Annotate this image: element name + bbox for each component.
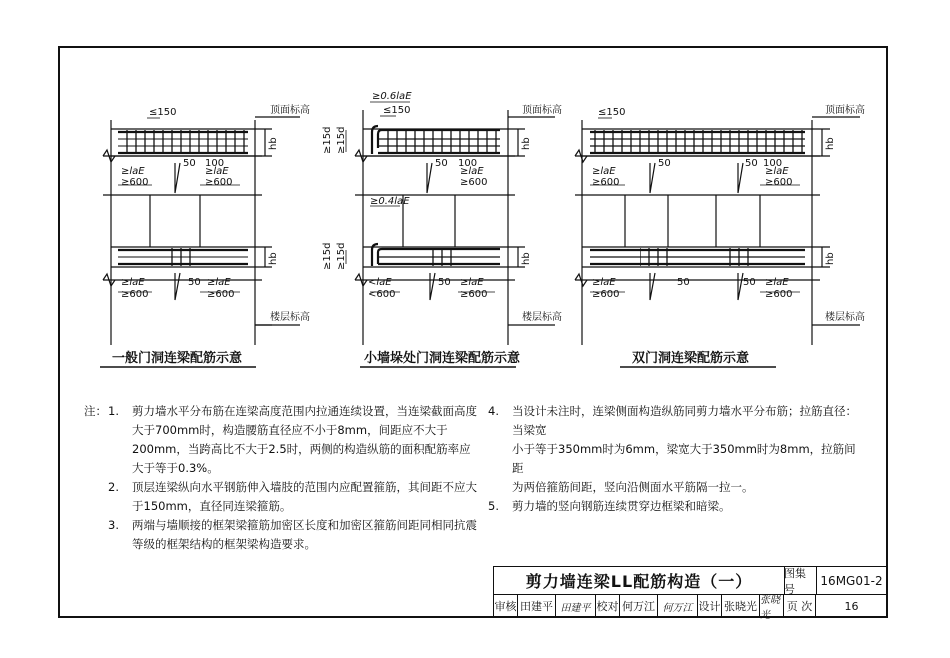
page-number: 16 (844, 599, 859, 613)
mid-hb-mid: hb (521, 252, 532, 265)
check-label: 校对 (596, 594, 620, 618)
notes-lead: 注： (84, 404, 107, 418)
right-hb-mid: hb (825, 252, 836, 265)
left-dim-lae-1: ≥laE (121, 166, 145, 177)
left-hb-top: hb (268, 137, 279, 150)
left-dim-600-1: ≥600 (121, 177, 149, 188)
review-label: 审核 (494, 594, 518, 618)
note-3: 3. 两端与墙顺接的框架梁箍筋加密区长度和加密区箍筋间距同相同抗震 等级的框架结构的框架梁构造要求。 (108, 518, 477, 551)
mid-dim-lae-2: ≥laE (460, 277, 484, 288)
note-1: 1. 剪力墙水平分布筋在连梁高度范围内拉通连续设置，当连梁截面高度 大于700mm时，构造腰筋直径应不小于8mm，间距应不大于 200mm，当跨高比不大于2.5时，两侧的构造纵筋的面积配筋率应 大于等于0.3%。 (108, 404, 477, 475)
right-dim-lae-3: ≥laE (592, 277, 616, 288)
mid-dim-le150: ≤150 (383, 105, 411, 116)
notes-left (84, 402, 478, 554)
mid-dim-06lae: ≥0.6laE (372, 91, 412, 102)
design-signature: 张晓光 (760, 594, 784, 618)
caption-small-pier-door: 小墙垛处门洞连梁配筋示意 (364, 351, 521, 366)
right-dim-600-2: ≥600 (765, 177, 793, 188)
left-dim-lae-3: ≥laE (121, 277, 145, 288)
caption-double-door: 双门洞连梁配筋示意 (632, 351, 750, 366)
mid-dim-lt600: <600 (368, 289, 396, 300)
left-dim-600-2: ≥600 (205, 177, 233, 188)
mid-dim-15d-b: ≥15d (336, 126, 347, 154)
drawing-title: 剪力墙连梁LL配筋构造（一） (494, 567, 785, 594)
review-signature: 田建平 (556, 594, 596, 618)
left-dim-lae-2: ≥laE (205, 166, 229, 177)
note-4: 4. 当设计未注时，连梁侧面构造纵筋同剪力墙水平分布筋；拉筋直径：当梁宽 小于等于350mm时为6mm，梁宽大于350mm时为8mm，拉筋间距 为两倍箍筋间距，竖向沿侧面水平筋隔一拉一。 (488, 404, 857, 494)
mid-dim-04lae: ≥0.4laE (370, 196, 410, 207)
right-dim-600-4: ≥600 (765, 289, 793, 300)
right-dim-lae-4: ≥laE (765, 277, 789, 288)
left-dim-le150: ≤150 (149, 107, 177, 118)
left-dim-600-4: ≥600 (207, 289, 235, 300)
caption-general-door: 一般门洞连梁配筋示意 (112, 351, 243, 366)
design-name: 张晓光 (722, 594, 760, 618)
atlas-label: 图集号 (784, 567, 817, 594)
mid-dim-15d-c: ≥15d (322, 242, 333, 270)
review-name: 田建平 (518, 594, 556, 618)
check-signature: 何万江 (658, 594, 698, 618)
left-hb-mid: hb (268, 252, 279, 265)
mid-floor-level: 楼层标高 (522, 312, 562, 323)
mid-hb-top: hb (521, 137, 532, 150)
right-hb-top: hb (825, 137, 836, 150)
right-dim-le150: ≤150 (598, 107, 626, 118)
left-floor-level: 楼层标高 (270, 312, 310, 323)
right-dim-600-1: ≥600 (592, 177, 620, 188)
left-dim-50: 50 (183, 158, 196, 169)
design-label: 设计 (698, 594, 722, 618)
note-5: 5. 剪力墙的竖向钢筋连续贯穿边框梁和暗梁。 (488, 499, 731, 513)
right-dim-lae-1: ≥laE (592, 166, 616, 177)
title-block (493, 566, 887, 621)
left-top-level: 顶面标高 (270, 105, 310, 116)
mid-dim-50: 50 (435, 158, 448, 169)
mid-dim-lt-lae: <laE (368, 277, 392, 288)
right-dim-50-3: 50 (743, 277, 756, 288)
atlas-number: 16MG01-2 (820, 573, 883, 588)
left-dim-50-2: 50 (188, 277, 201, 288)
right-dim-600-3: ≥600 (592, 289, 620, 300)
check-name: 何万江 (620, 594, 658, 618)
page-label: 页 次 (784, 594, 816, 618)
right-floor-level: 楼层标高 (825, 312, 865, 323)
diagram-double-door (575, 117, 860, 345)
mid-top-level: 顶面标高 (522, 105, 562, 116)
mid-dim-lae-1: ≥laE (460, 166, 484, 177)
mid-dim-15d-d: ≥15d (336, 242, 347, 270)
left-dim-lae-4: ≥laE (207, 277, 231, 288)
right-dim-100: 100 (763, 158, 783, 169)
right-dim-50: 50 (658, 158, 671, 169)
left-dim-100: 100 (205, 158, 225, 169)
note-2: 2. 顶层连梁纵向水平钢筋伸入墙肢的范围内应配置箍筋，其间距不应大 于150mm，直径同连梁箍筋。 (108, 480, 477, 513)
mid-dim-15d-a: ≥15d (322, 126, 333, 154)
notes-right (488, 402, 858, 516)
right-dim-50-b: 50 (745, 158, 758, 169)
right-top-level: 顶面标高 (825, 105, 865, 116)
left-dim-600-3: ≥600 (121, 289, 149, 300)
right-dim-lae-2: ≥laE (765, 166, 789, 177)
mid-dim-100: 100 (458, 158, 478, 169)
mid-dim-600-1: ≥600 (460, 177, 488, 188)
right-dim-50-2: 50 (677, 277, 690, 288)
mid-dim-600-2: ≥600 (460, 289, 488, 300)
diagram-general-door (103, 117, 300, 345)
mid-dim-50-2: 50 (438, 277, 451, 288)
